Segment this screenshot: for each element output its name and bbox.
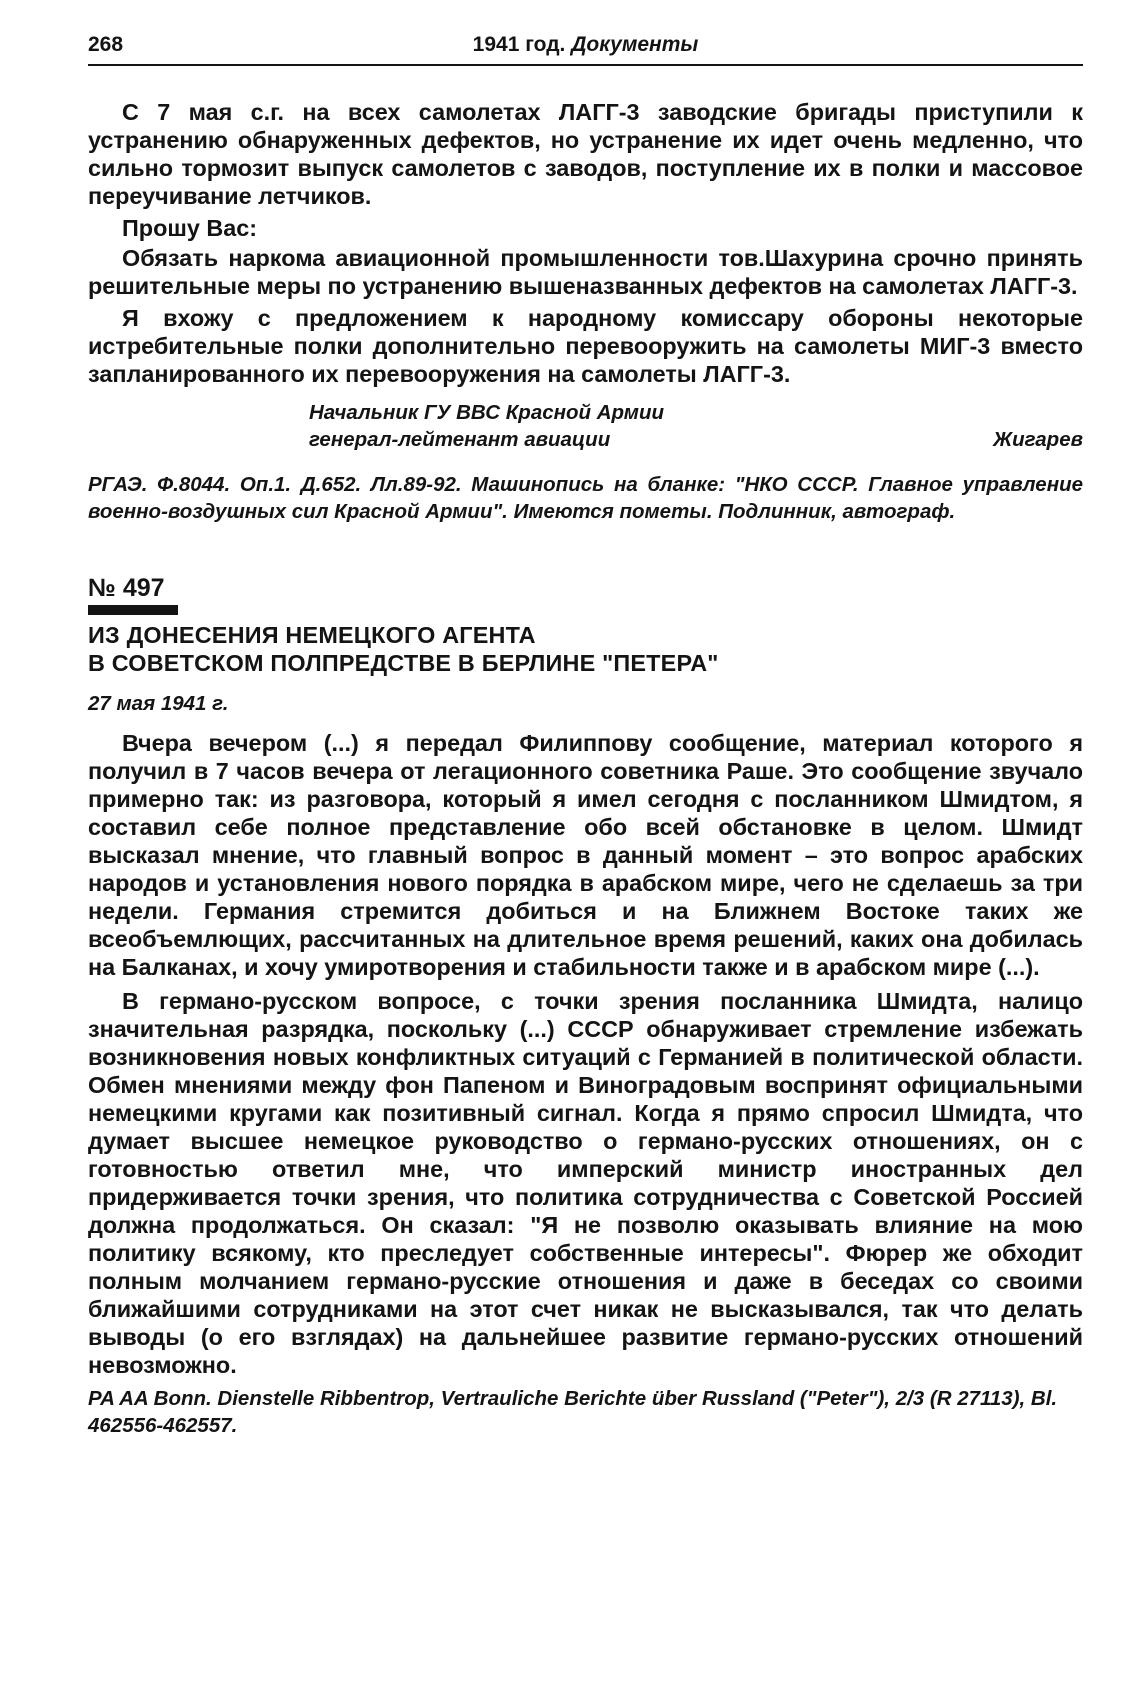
document-page (88, 30, 1083, 1670)
archive-source: PA AA Bonn. Dienstelle Ribbentrop, Vertrauliche Berichte über Russland ("Peter"), 2/3 (R 27113), Bl. 462556-462557. (88, 1387, 1058, 1437)
running-head (88, 30, 1083, 66)
document-body (88, 729, 1083, 1379)
paragraph: В германо-русском вопросе, с точки зрения посланника Шмидта, налицо значительная разрядка, поскольку (...) СССР обнаруживает стремление избежать возникновения новых конфликтных ситуаций с Германией в политической области. Обмен мнениями между фон Папеном и Виноградовым воспринят официальными немецкими кругами как позитивный сигнал. Когда я прямо спросил Шмидта, что думает высшее немецкое руководство о германо-русских отношениях, он с готовностью ответил мне, что имперский министр иностранных дел придерживается точки зрения, что политика сотрудничества с Советской Россией должна продолжаться. Он сказал: "Я не позволю оказывать влияние на мою политику всякому, кто преследует собственные интересы". Фюрер же обходит полным молчанием германо-русские отношения и даже в беседах со своими ближайшими сотрудниками на этот счет никак не высказывался, так что делать выводы (о его взглядах) на дальнейшее развитие германо-русских отношений невозможно. (88, 988, 1083, 1378)
signature-rank: генерал-лейтенант авиации (309, 428, 611, 451)
running-head-year: 1941 год. (472, 33, 566, 56)
paragraph: Я вхожу с предложением к народному комиссару обороны некоторые истребительные полки дополнительно перевооружить на самолеты МИГ-3 вместо запланированного их перевооружения на самолеты ЛАГГ-3. (88, 305, 1083, 387)
paragraph: С 7 мая с.г. на всех самолетах ЛАГГ-3 заводские бригады приступили к устранению обнаруженных дефектов, но устранение их идет очень медленно, что сильно тормозит выпуск самолетов с заводов, поступление их в полки и массовое переучивание летчиков. (88, 99, 1083, 209)
document-title (88, 621, 1083, 677)
previous-document-body (88, 98, 1083, 388)
archive-source: РГАЭ. Ф.8044. Оп.1. Д.652. Лл.89-92. Машинопись на бланке: "НКО СССР. Главное управление военно-воздушных сил Красной Армии". Имеются пометы. Подлинник, автограф. (88, 473, 1083, 523)
paragraph: Вчера вечером (...) я передал Филиппову сообщение, материал которого я получил в 7 часов вечера от легационного советника Раше. Это сообщение звучало примерно так: из разговора, который я имел сегодня с посланником Шмидтом, я составил себе полное представление обо всей обстановке в целом. Шмидт высказал мнение, что главный вопрос в данный момент – это вопрос арабских народов и установления нового порядка в арабском мире, чего не сделаешь за три недели. Германия стремится добиться и на Ближнем Востоке таких же всеобъемлющих, рассчитанных на длительное время решений, каких она добилась на Балканах, и хочу умиротворения и стабильности также и в арабском мире (...). (88, 730, 1083, 980)
document-title-line: ИЗ ДОНЕСЕНИЯ НЕМЕЦКОГО АГЕНТА (88, 622, 536, 648)
paragraph: Обязать наркома авиационной промышленности тов.Шахурина срочно принять решительные меры по устранению вышеназванных дефектов на самолетах ЛАГГ-3. (88, 245, 1083, 299)
document-date: 27 мая 1941 г. (88, 692, 229, 715)
page-number: 268 (88, 33, 124, 56)
running-head-title (88, 30, 1083, 60)
paragraph: Прошу Вас: (122, 215, 258, 241)
document-title-line: В СОВЕТСКОМ ПОЛПРЕДСТВЕ В БЕРЛИНЕ "ПЕТЕРА" (88, 650, 719, 676)
running-head-section: Документы (571, 33, 699, 56)
document-number: № 497 (88, 574, 165, 602)
document-number-rule (88, 605, 178, 615)
signature-block (309, 399, 1083, 453)
signature-row (309, 426, 1083, 453)
signature-name: Жигарев (993, 428, 1083, 451)
signature-position: Начальник ГУ ВВС Красной Армии (309, 401, 665, 424)
